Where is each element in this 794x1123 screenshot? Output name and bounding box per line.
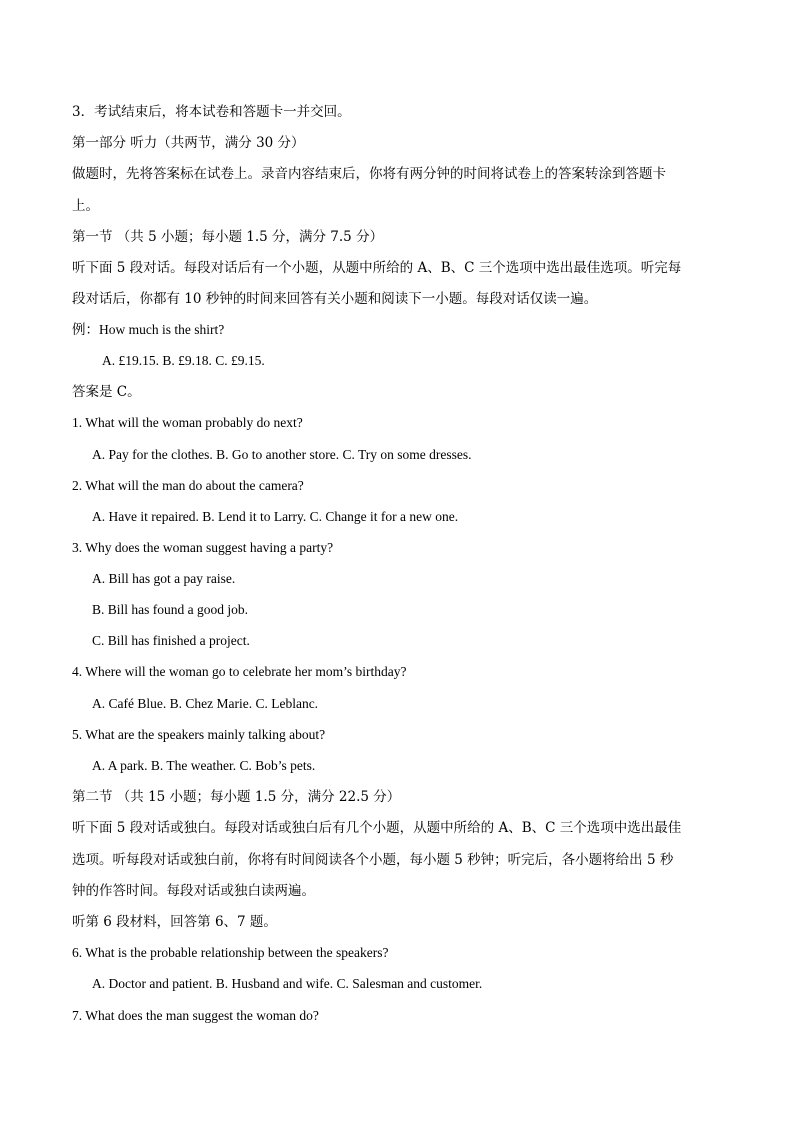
part-one-heading: 第一部分 听力（共两节，满分 30 分） [72, 135, 305, 151]
section-one-heading: 第一节 （共 5 小题；每小题 1.5 分，满分 7.5 分） [72, 229, 384, 245]
question-6: 6. What is the probable relationship between the speakers? [72, 945, 389, 960]
exam-instruction-3: 3．考试结束后，将本试卷和答题卡一并交回。 [72, 104, 351, 120]
question-2: 2. What will the man do about the camera? [72, 478, 304, 493]
question-3: 3. Why does the woman suggest having a party? [72, 540, 334, 555]
section-two-heading: 第二节 （共 15 小题；每小题 1.5 分，满分 22.5 分） [72, 789, 401, 805]
question-5-options: A. A park. B. The weather. C. Bob’s pets. [92, 758, 316, 773]
question-4-options: A. Café Blue. B. Chez Marie. C. Leblanc. [92, 696, 319, 711]
example-options: A. £19.15. B. £9.18. C. £9.15. [102, 353, 265, 368]
question-3-option-a: A. Bill has got a pay raise. [92, 571, 236, 586]
answer-instruction-line-1: 做题时，先将答案标在试卷上。录音内容结束后，你将有两分钟的时间将试卷上的答案转涂到答题卡 [72, 166, 666, 182]
example-question: 例：How much is the shirt? [72, 322, 225, 337]
question-1: 1. What will the woman probably do next? [72, 415, 303, 430]
question-2-options: A. Have it repaired. B. Lend it to Larry. C. Change it for a new one. [92, 509, 459, 524]
question-3-option-b: B. Bill has found a good job. [92, 602, 248, 617]
question-7: 7. What does the man suggest the woman do? [72, 1008, 319, 1023]
material-6-instruction: 听第 6 段材料，回答第 6、7 题。 [72, 914, 277, 930]
section-one-directions-line-1: 听下面 5 段对话。每段对话后有一个小题，从题中所给的 A、B、C 三个选项中选出最佳选项。听完每 [72, 260, 682, 276]
section-two-directions-line-2: 选项。听每段对话或独白前，你将有时间阅读各个小题，每小题 5 秒钟；听完后，各小题将给出 5 秒 [72, 852, 674, 868]
question-5: 5. What are the speakers mainly talking about? [72, 727, 326, 742]
section-two-directions-line-1: 听下面 5 段对话或独白。每段对话或独白后有几个小题，从题中所给的 A、B、C 三个选项中选出最佳 [72, 820, 682, 836]
question-6-options: A. Doctor and patient. B. Husband and wife. C. Salesman and customer. [92, 976, 483, 991]
answer-instruction-line-2: 上。 [72, 198, 99, 214]
question-3-option-c: C. Bill has finished a project. [92, 633, 250, 648]
example-answer: 答案是 C。 [72, 384, 141, 400]
question-4: 4. Where will the woman go to celebrate her mom’s birthday? [72, 664, 407, 679]
section-two-directions-line-3: 钟的作答时间。每段对话或独白读两遍。 [72, 883, 315, 899]
section-one-directions-line-2: 段对话后，你都有 10 秒钟的时间来回答有关小题和阅读下一小题。每段对话仅读一遍。 [72, 291, 598, 307]
question-1-options: A. Pay for the clothes. B. Go to another store. C. Try on some dresses. [92, 447, 472, 462]
